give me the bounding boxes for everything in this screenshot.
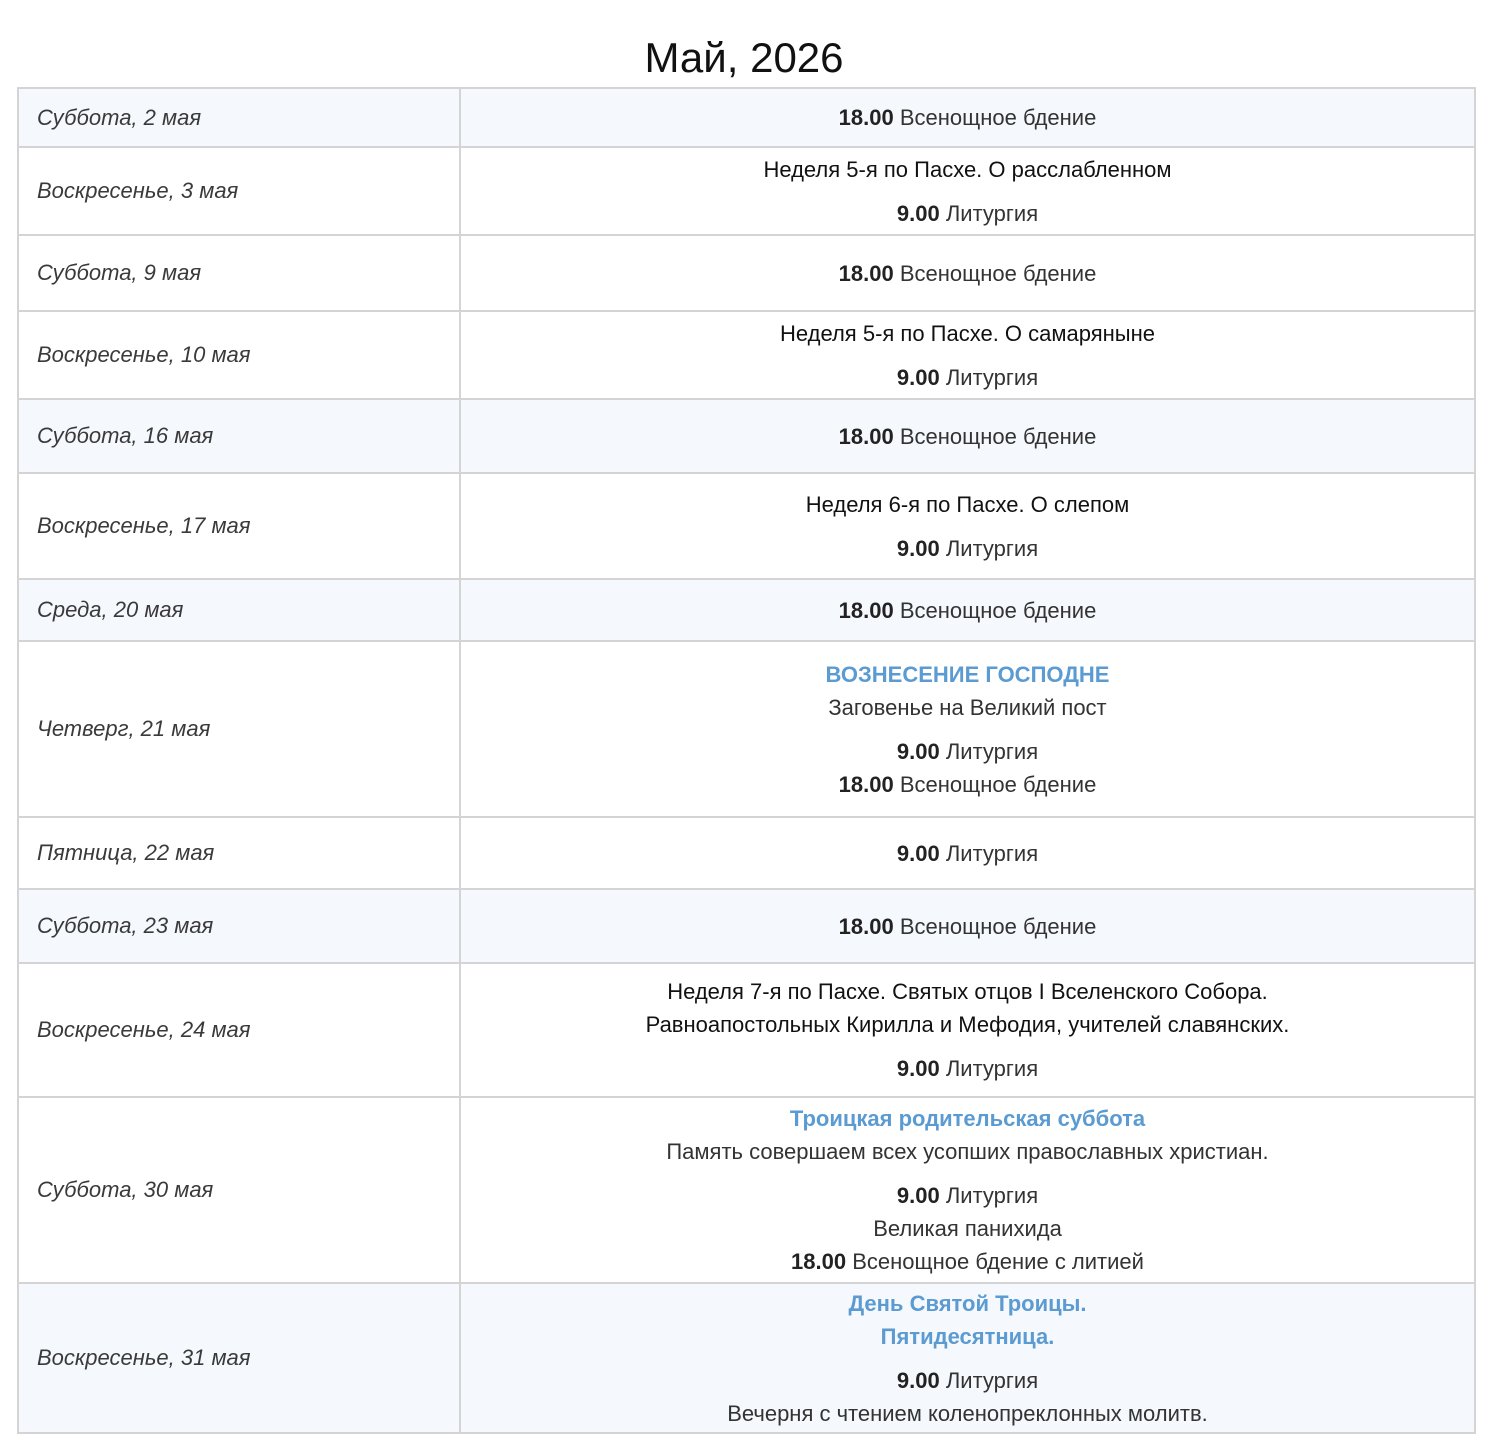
service-time: 9.00 (896, 200, 940, 226)
events-cell (460, 963, 1475, 1097)
schedule-row (18, 1283, 1475, 1433)
date-cell: Среда, 20 мая (18, 579, 460, 641)
date-cell: Суббота, 23 мая (18, 889, 460, 963)
service-name: Всенощное бдение (899, 913, 1097, 939)
date-cell: Четверг, 21 мая (18, 641, 460, 817)
schedule-row (18, 235, 1475, 311)
service-name: Всенощное бдение с литией (852, 1249, 1144, 1274)
day-title: Неделя 5-я по Пасхе. О самаряныне (779, 320, 1156, 346)
schedule-row (18, 641, 1475, 817)
date-cell: Пятница, 22 мая (18, 817, 460, 889)
events-cell (460, 88, 1475, 147)
service-time: 18.00 (838, 597, 894, 623)
service-name: Всенощное бдение (899, 597, 1097, 623)
service-line (461, 837, 1474, 870)
service-line (461, 257, 1474, 290)
events-cell (460, 579, 1475, 641)
schedule-row (18, 399, 1475, 473)
service-time: 18.00 (838, 913, 894, 939)
feast-title: Пятидесятница. (880, 1323, 1055, 1349)
service-name: Литургия (945, 1183, 1039, 1208)
note-line: Память совершаем всех усопших православных христиан. (666, 1139, 1269, 1164)
service-name: Всенощное бдение (899, 105, 1097, 130)
service-line (461, 594, 1474, 627)
date-cell: Суббота, 2 мая (18, 88, 460, 147)
note-line: Великая панихида (873, 1216, 1062, 1241)
service-line (461, 1364, 1474, 1397)
feast-title: Троицкая родительская суббота (789, 1106, 1146, 1131)
events-cell (460, 889, 1475, 963)
service-line (461, 361, 1474, 394)
service-line (461, 1245, 1474, 1278)
date-cell: Воскресенье, 24 мая (18, 963, 460, 1097)
events-cell (460, 641, 1475, 817)
events-cell (460, 147, 1475, 235)
events-cell (460, 311, 1475, 399)
service-name: Литургия (945, 200, 1039, 226)
service-time: 9.00 (896, 840, 940, 866)
date-cell: Суббота, 30 мая (18, 1097, 460, 1283)
day-title: Неделя 7-я по Пасхе. Святых отцов I Вселенского Собора. (667, 979, 1268, 1004)
service-line (461, 197, 1474, 230)
service-line (461, 735, 1474, 768)
service-time: 9.00 (896, 1367, 940, 1393)
service-time: 9.00 (896, 1056, 940, 1081)
events-cell (460, 1283, 1475, 1433)
service-time: 18.00 (791, 1249, 847, 1274)
schedule-row (18, 817, 1475, 889)
page-title: Май, 2026 (644, 34, 844, 81)
schedule-row (18, 889, 1475, 963)
events-cell (460, 817, 1475, 889)
schedule-row (18, 579, 1475, 641)
schedule-row (18, 473, 1475, 579)
service-time: 18.00 (838, 423, 894, 449)
note-line: Вечерня с чтением коленопреклонных молитв. (727, 1400, 1208, 1426)
date-cell: Воскресенье, 3 мая (18, 147, 460, 235)
service-line (461, 768, 1474, 801)
service-time: 18.00 (838, 771, 894, 797)
note-line: Заговенье на Великий пост (828, 694, 1107, 720)
feast-title: ВОЗНЕСЕНИЕ ГОСПОДНЕ (825, 661, 1110, 687)
service-line (461, 910, 1474, 943)
events-cell (460, 473, 1475, 579)
schedule-body (18, 88, 1475, 1433)
service-name: Литургия (945, 364, 1039, 390)
schedule-table (17, 87, 1476, 1434)
day-title: Неделя 6-я по Пасхе. О слепом (805, 491, 1130, 517)
date-cell: Воскресенье, 31 мая (18, 1283, 460, 1433)
service-name: Литургия (945, 1056, 1039, 1081)
events-cell (460, 235, 1475, 311)
service-name: Литургия (945, 535, 1039, 561)
service-time: 9.00 (896, 364, 940, 390)
service-name: Всенощное бдение (899, 423, 1097, 449)
service-time: 18.00 (838, 105, 894, 130)
day-title: Равноапостольных Кирилла и Мефодия, учителей славянских. (645, 1012, 1290, 1037)
service-time: 18.00 (838, 260, 894, 286)
service-line (461, 1052, 1474, 1085)
service-name: Всенощное бдение (899, 771, 1097, 797)
service-line (461, 420, 1474, 453)
service-name: Литургия (945, 840, 1039, 866)
service-time: 9.00 (896, 535, 940, 561)
schedule-row (18, 963, 1475, 1097)
date-cell: Суббота, 16 мая (18, 399, 460, 473)
events-cell (460, 1097, 1475, 1283)
service-name: Литургия (945, 1367, 1039, 1393)
service-line (461, 101, 1474, 134)
service-time: 9.00 (896, 1183, 940, 1208)
service-time: 9.00 (896, 738, 940, 764)
events-cell (460, 399, 1475, 473)
schedule-row (18, 147, 1475, 235)
service-name: Всенощное бдение (899, 260, 1097, 286)
date-cell: Воскресенье, 10 мая (18, 311, 460, 399)
service-line (461, 532, 1474, 565)
schedule-row (18, 88, 1475, 147)
service-line (461, 1179, 1474, 1212)
schedule-row (18, 1097, 1475, 1283)
date-cell: Воскресенье, 17 мая (18, 473, 460, 579)
service-name: Литургия (945, 738, 1039, 764)
feast-title: День Святой Троицы. (848, 1290, 1087, 1316)
day-title: Неделя 5-я по Пасхе. О расслабленном (763, 156, 1172, 182)
schedule-row (18, 311, 1475, 399)
date-cell: Суббота, 9 мая (18, 235, 460, 311)
